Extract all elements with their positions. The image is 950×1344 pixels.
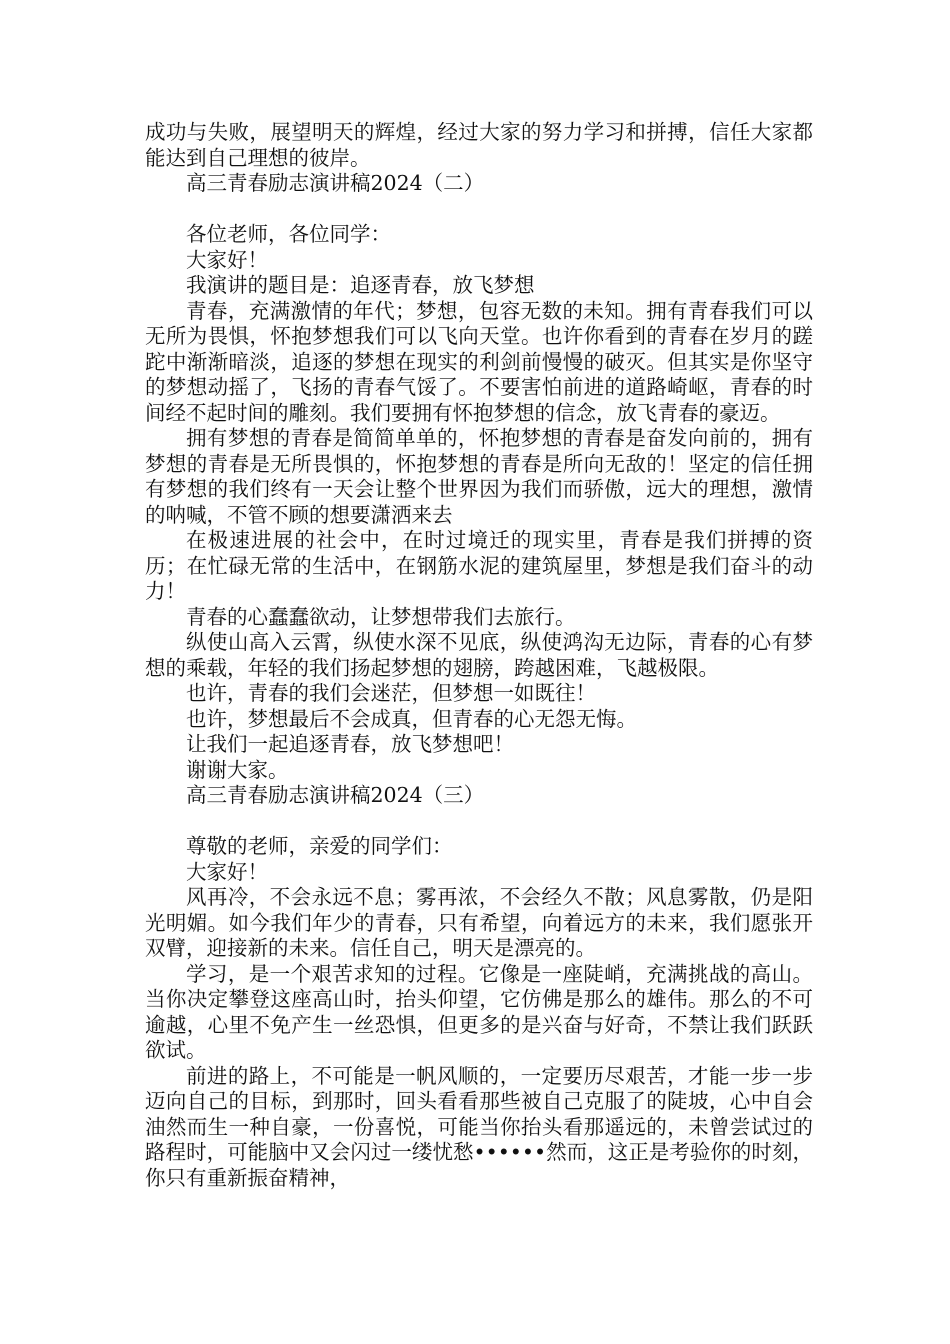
paragraph: 高三青春励志演讲稿2024（二）	[186, 171, 485, 195]
paragraph: 大家好！	[186, 859, 268, 884]
paragraph: 青春，充满激情的年代；梦想，包容无数的未知。拥有青春我们可以无所为畏惧，怀抱梦想我们可以飞向天堂。也许你看到的青春在岁月的蹉跎中渐渐暗淡，追逐的梦想在现实的利剑前慢慢的破灭。但其实是你坚守的梦想动摇了，飞扬的青春气馁了。不要害怕前进的道路崎岖，青春的时间经不起时间的雕刻。我们要拥有怀抱梦想的信念，放飞青春的豪迈。	[145, 298, 813, 425]
paragraph: 尊敬的老师，亲爱的同学们：	[186, 834, 453, 858]
paragraph: 也许，梦想最后不会成真，但青春的心无怨无悔。	[186, 706, 637, 731]
paragraph: 拥有梦想的青春是简简单单的，怀抱梦想的青春是奋发向前的，拥有梦想的青春是无所畏惧的，怀抱梦想的青春是所向无敌的！坚定的信任拥有梦想的我们终有一天会让整个世界因为我们而骄傲，远大的理想，激情的呐喊，不管不顾的想要潇洒来去	[145, 426, 813, 527]
paragraph: 各位老师，各位同学：	[186, 222, 391, 246]
paragraph: 也许，青春的我们会迷茫，但梦想一如既往！	[186, 681, 596, 705]
paragraph: 我演讲的题目是：追逐青春，放飞梦想	[186, 273, 535, 297]
paragraph: 让我们一起追逐青春，放飞梦想吧！	[186, 732, 514, 756]
paragraph: 风再冷，不会永远不息；雾再浓，不会经久不散；风息雾散，仍是阳光明媚。如今我们年少的青春，只有希望，向着远方的未来，我们愿张开双臂，迎接新的未来。信任自己，明天是漂亮的。	[145, 885, 813, 960]
blank-line	[145, 197, 813, 223]
paragraph: 在极速进展的社会中，在时过境迁的现实里，青春是我们拼搏的资历；在忙碌无常的生活中，在钢筋水泥的建筑屋里，梦想是我们奋斗的动力！	[145, 528, 813, 603]
document-page	[145, 120, 813, 1191]
paragraph: 成功与失败，展望明天的辉煌，经过大家的努力学习和拼搏，信任大家都能达到自己理想的彼岸。	[145, 120, 813, 170]
paragraph: 学习，是一个艰苦求知的过程。它像是一座陡峭，充满挑战的高山。当你决定攀登这座高山时，抬头仰望，它仿佛是那么的雄伟。那么的不可逾越，心里不免产生一丝恐惧，但更多的是兴奋与好奇，不禁让我们跃跃欲试。	[145, 961, 813, 1062]
paragraph: 大家好！	[186, 247, 268, 272]
blank-line	[145, 809, 813, 835]
paragraph: 纵使山高入云霄，纵使水深不见底，纵使鸿沟无边际，青春的心有梦想的乘载，年轻的我们扬起梦想的翅膀，跨越困难，飞越极限。	[145, 630, 813, 680]
paragraph: 高三青春励志演讲稿2024（三）	[186, 783, 485, 807]
paragraph: 青春的心蠢蠢欲动，让梦想带我们去旅行。	[186, 604, 576, 629]
paragraph: 谢谢大家。	[186, 757, 289, 782]
paragraph: 前进的路上，不可能是一帆风顺的，一定要历尽艰苦，才能一步一步迈向自己的目标，到那时，回头看看那些被自己克服了的陡坡，心中自会油然而生一种自豪，一份喜悦，可能当你抬头看那遥远的，未曾尝试过的路程时，可能脑中又会闪过一缕忧愁••••••然而，这正是考验你的时刻，你只有重新振奋精神，	[145, 1063, 813, 1190]
